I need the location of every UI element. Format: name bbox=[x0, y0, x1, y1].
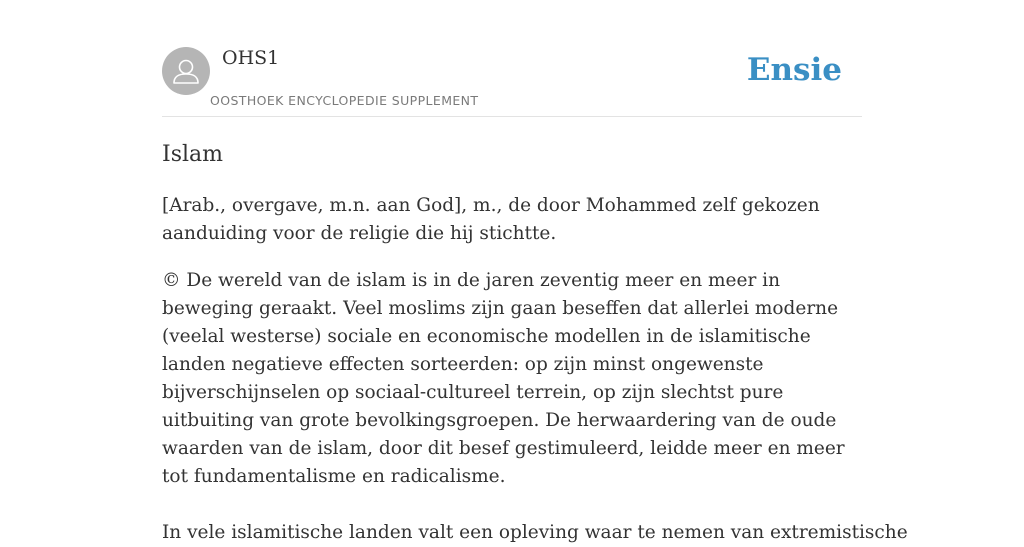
article bbox=[162, 140, 908, 547]
source-name[interactable]: OOSTHOEK ENCYCLOPEDIE SUPPLEMENT bbox=[210, 93, 479, 108]
article-paragraph: © De wereld van de islam is in de jaren zeventig meer en meer in beweging geraakt. Veel moslims zijn gaan beseffen dat allerlei moderne (veelal westerse) sociale en economische modellen in de islamitische landen negatieve effecten sorteerden: op zijn minst ongewenste bijverschijnselen op sociaal-cultureel terrein, op zijn slechtst pure uitbuiting van grote bevolkingsgroepen. De herwaardering van de oude waarden van de islam, door dit besef gestimuleerd, leidde meer en meer tot fundamentalisme en radicalisme. bbox=[162, 270, 845, 487]
author-name[interactable]: OHS1 bbox=[222, 47, 280, 69]
header bbox=[162, 0, 862, 117]
article-intro: [Arab., overgave, m.n. aan God], m., de door Mohammed zelf gekozen aanduiding voor de religie die hij stichtte. bbox=[162, 195, 820, 244]
user-avatar-icon[interactable] bbox=[162, 47, 210, 95]
article-paragraph: In vele islamitische landen valt een opleving waar te nemen van extremistische bbox=[162, 522, 908, 543]
brand-logo[interactable]: Ensie bbox=[746, 52, 842, 88]
article-title: Islam bbox=[162, 142, 223, 167]
